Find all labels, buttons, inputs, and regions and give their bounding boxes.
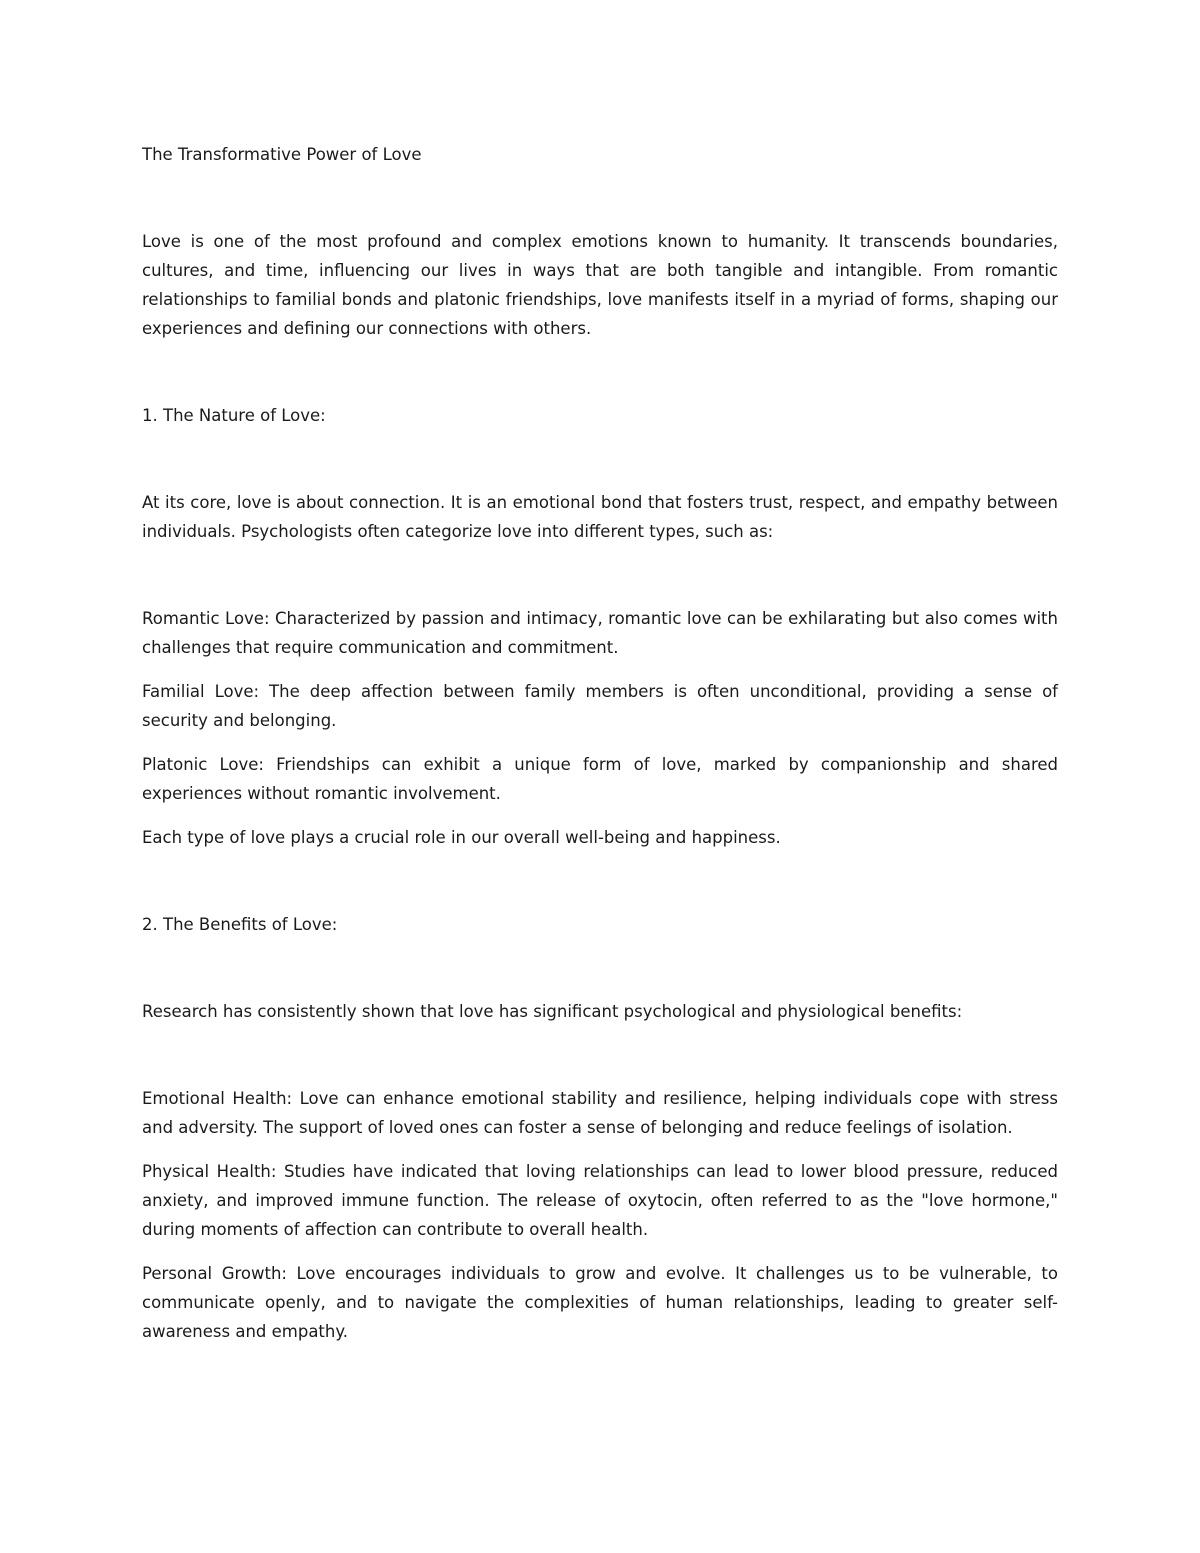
- section-1-heading: 1. The Nature of Love:: [142, 406, 326, 425]
- section-2-lead-paragraph: Research has consistently shown that love has significant psychological and physiological benefits:: [142, 1002, 963, 1021]
- love-type-familial: Familial Love: The deep affection between family members is often unconditional, providing a sense of security and belonging.: [142, 682, 1058, 730]
- document-body: [142, 140, 1058, 1361]
- benefit-emotional-health: Emotional Health: Love can enhance emotional stability and resilience, helping individuals cope with stress and adversity. The support of loved ones can foster a sense of belonging and reduce feelings of isolation.: [142, 1089, 1058, 1137]
- benefit-personal-growth: Personal Growth: Love encourages individuals to grow and evolve. It challenges us to be vulnerable, to communicate openly, and to navigate the complexities of human relationships, leading to greater self-awareness and empathy.: [142, 1264, 1058, 1341]
- document-title: The Transformative Power of Love: [142, 145, 422, 164]
- love-type-romantic: Romantic Love: Characterized by passion and intimacy, romantic love can be exhilarating but also comes with challenges that require communication and commitment.: [142, 609, 1058, 657]
- section-1-closing-paragraph: Each type of love plays a crucial role in our overall well-being and happiness.: [142, 828, 781, 847]
- intro-paragraph: Love is one of the most profound and complex emotions known to humanity. It transcends boundaries, cultures, and time, influencing our lives in ways that are both tangible and intangible. From romantic relationships to familial bonds and platonic friendships, love manifests itself in a myriad of forms, shaping our experiences and defining our connections with others.: [142, 232, 1058, 338]
- section-2-heading: 2. The Benefits of Love:: [142, 915, 338, 934]
- love-type-platonic: Platonic Love: Friendships can exhibit a unique form of love, marked by companionship and shared experiences without romantic involvement.: [142, 755, 1058, 803]
- benefit-physical-health: Physical Health: Studies have indicated that loving relationships can lead to lower blood pressure, reduced anxiety, and improved immune function. The release of oxytocin, often referred to as the "love hormone," during moments of affection can contribute to overall health.: [142, 1162, 1058, 1239]
- section-1-lead-paragraph: At its core, love is about connection. It is an emotional bond that fosters trust, respect, and empathy between individuals. Psychologists often categorize love into different types, such as:: [142, 493, 1058, 541]
